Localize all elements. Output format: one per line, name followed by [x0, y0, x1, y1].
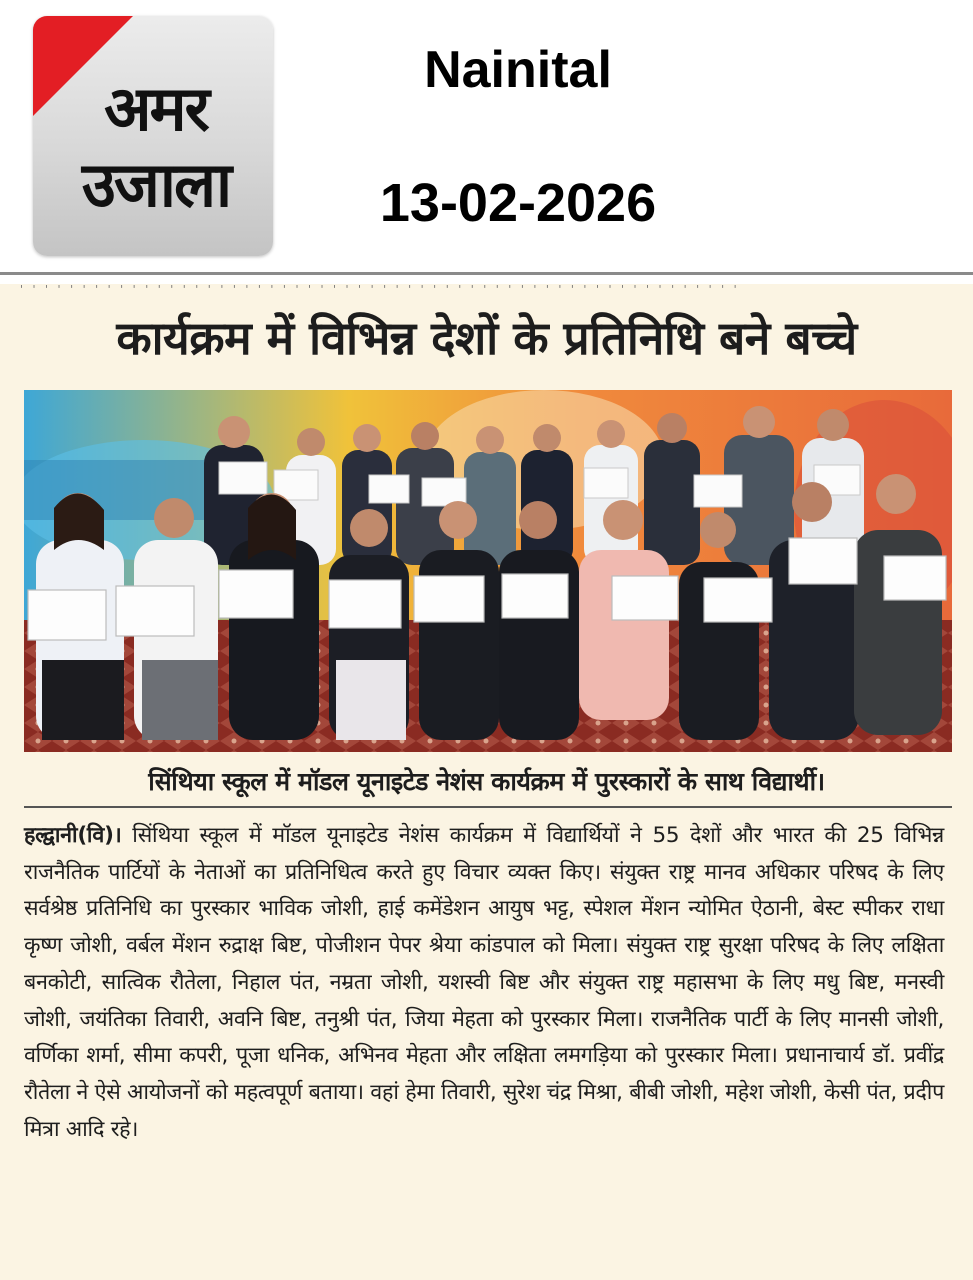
students-photo-illustration	[24, 390, 952, 752]
article-body-text: सिंथिया स्कूल में मॉडल यूनाइटेड नेशंस कार्यक्रम में विद्यार्थियों ने 55 देशों और भारत की 25 विभिन्न राजनैतिक पार्टियों के नेताओं का प्रतिनिधित्व करते हुए विचार व्यक्त किए। संयुक्त राष्ट्र मानव अधिकार परिषद के लिए सर्वश्रेष्ठ प्रतिनिधि का पुरस्कार भाविक जोशी, हाई कमेंडेशन आयुष भट्ट, स्पेशल मेंशन न्योमित ऐठानी, बेस्ट स्पीकर राधा कृष्ण जोशी, वर्बल मेंशन रुद्राक्ष बिष्ट, पोजीशन पेपर श्रेया कांडपाल को मिला। संयुक्त राष्ट्र सुरक्षा परिषद के लिए लक्षिता बनकोटी, सात्विक रौतेला, निहाल पंत, नम्रता जोशी, यशस्वी बिष्ट और संयुक्त राष्ट्र महासभा के लिए मधु बिष्ट, मनस्वी जोशी, जयंतिका तिवारी, अवनि बिष्ट, तनुश्री पंत, जिया मेहता को पुरस्कार मिला। राजनैतिक पार्टी के लिए मानसी जोशी, वर्णिका शर्मा, सीमा कपरी, पूजा धनिक, अभिनव मेहता और लक्षिता लमगड़िया को पुरस्कार मिला। प्रधानाचार्य डॉ. प्रवींद्र रौतेला ने ऐसे आयोजनों को महत्वपूर्ण बताया। वहां हेमा तिवारी, सुरेश चंद्र मिश्रा, बीबी जोशी, महेश जोशी, केसी पंत, प्रदीप मित्रा आदि रहे।	[24, 823, 944, 1142]
caption-rule	[24, 806, 952, 808]
photo-caption: सिंथिया स्कूल में मॉडल यूनाइटेड नेशंस कार्यक्रम में पुरस्कारों के साथ विद्यार्थी।	[148, 767, 825, 796]
header-divider	[0, 272, 973, 275]
edition-place: Nainital	[424, 41, 612, 99]
article-headline: कार्यक्रम में विभिन्न देशों के प्रतिनिधि बने बच्चे	[116, 311, 857, 365]
logo-line-1: अमर	[104, 72, 208, 145]
article-body	[24, 818, 944, 1148]
article-photo	[24, 390, 952, 752]
logo-line-2: उजाला	[81, 148, 231, 221]
amar-ujala-logo	[33, 16, 273, 256]
edition-date: 13-02-2026	[379, 173, 657, 233]
page-header	[0, 0, 973, 272]
article-dateline: हल्द्वानी(वि)।	[24, 823, 122, 848]
newspaper-clipping	[0, 284, 973, 1280]
cut-off-text-strip: ' ' ' ' ' ' ' ' ' ' ' ' ' ' ' ' ' ' ' ' ' ' ' ' ' ' ' ' ' ' ' ' ' ' ' ' ' ' ' ' ' ' ' ' ' ' ' ' ' ' ' ' ' ' ' ' ' '	[20, 284, 740, 296]
